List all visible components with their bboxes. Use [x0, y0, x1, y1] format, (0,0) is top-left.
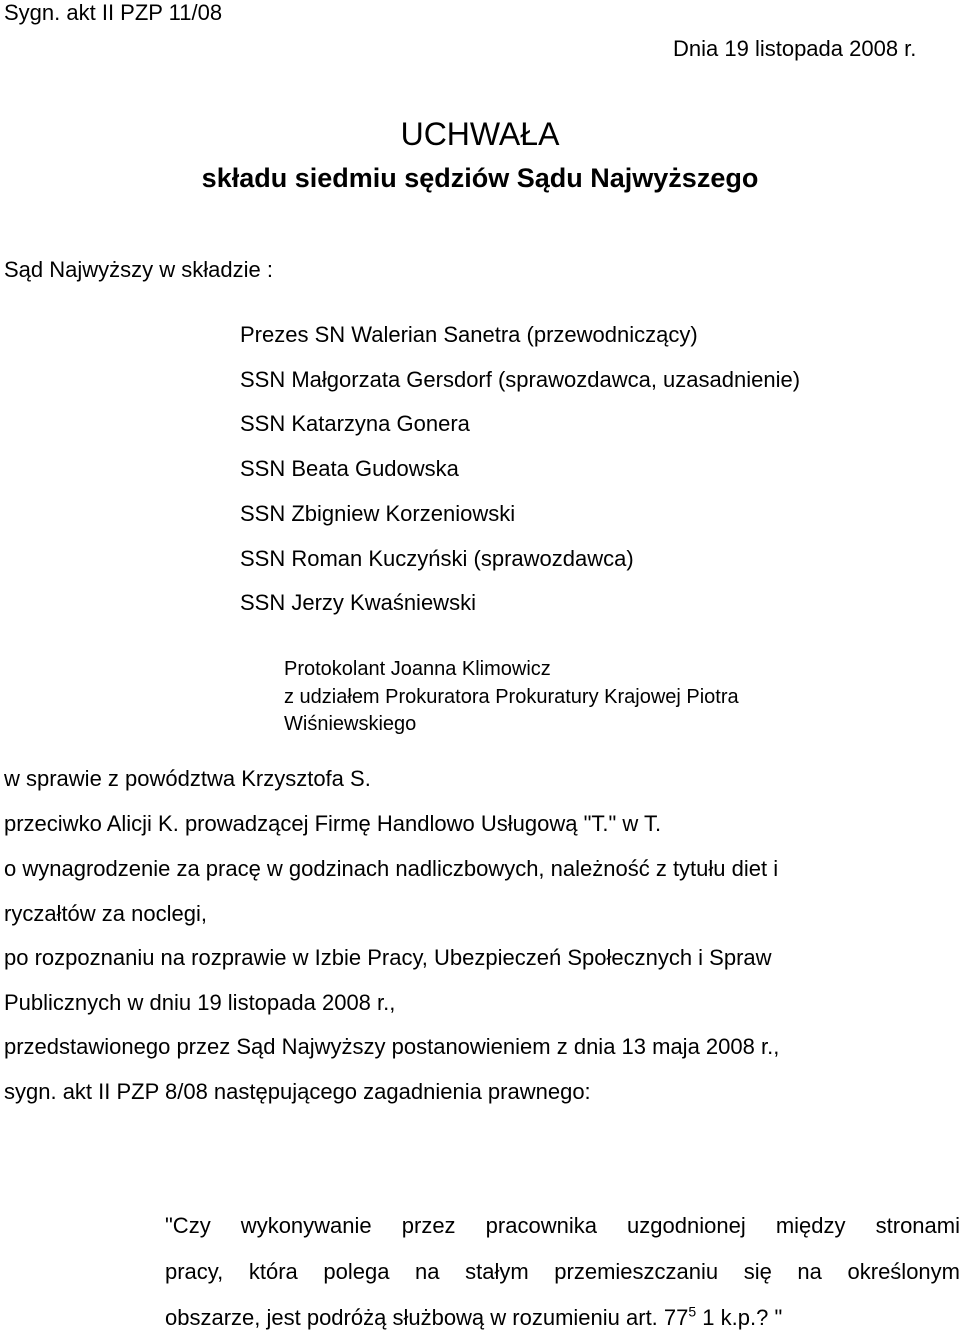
- legal-question: [165, 1212, 960, 1332]
- judges-panel-list: [240, 313, 800, 626]
- judge-entry: Prezes SN Walerian Sanetra (przewodniczący): [240, 322, 698, 347]
- legal-question-text-end: 1 k.p.? ": [696, 1305, 783, 1330]
- court-composition-label: Sąd Najwyższy w składzie :: [4, 257, 273, 282]
- case-line-hearing-cont: Publicznych w dniu 19 listopada 2008 r.,: [4, 990, 396, 1015]
- legal-question-line: pracy, która polega na stałym przemieszczaniu się na określonym: [165, 1259, 960, 1284]
- legal-question-text: obszarze, jest podróżą służbową w rozumieniu art. 77: [165, 1305, 689, 1330]
- judge-entry: SSN Beata Gudowska: [240, 456, 459, 482]
- document-subtitle: składu siedmiu sędziów Sądu Najwyższego: [201, 163, 759, 193]
- case-line-referral: przedstawionego przez Sąd Najwyższy postanowieniem z dnia 13 maja 2008 r.,: [4, 1034, 780, 1059]
- prosecutor-line: z udziałem Prokuratora Prokuratury Krajowej Piotra: [284, 685, 739, 708]
- judge-entry: SSN Jerzy Kwaśniewski: [240, 590, 476, 616]
- case-line-hearing: po rozpoznaniu na rozprawie w Izbie Pracy, Ubezpieczeń Społecznych i Spraw: [4, 945, 772, 970]
- case-line-defendant: przeciwko Alicji K. prowadzącej Firmę Handlowo Usługową "T." w T.: [4, 811, 662, 836]
- clerk-line: Protokolant Joanna Klimowicz: [284, 658, 551, 680]
- case-signature: Sygn. akt II PZP 11/08: [4, 0, 223, 25]
- article-superscript: 5: [688, 1303, 697, 1320]
- prosecutor-line-cont: Wiśniewskiego: [284, 713, 417, 735]
- clerk-block: [284, 656, 739, 739]
- case-line-subject-cont: ryczałtów za noclegi,: [4, 901, 207, 926]
- case-line-plaintiff: w sprawie z powództwa Krzysztofa S.: [4, 766, 371, 791]
- resolution-date: Dnia 19 listopada 2008 r.: [673, 36, 917, 61]
- document-title: UCHWAŁA: [400, 116, 560, 152]
- case-line-subject: o wynagrodzenie za pracę w godzinach nadliczbowych, należność z tytułu diet i: [4, 856, 779, 881]
- legal-question-last-line: [165, 1304, 960, 1332]
- judge-entry: SSN Katarzyna Gonera: [240, 411, 470, 437]
- judge-entry: SSN Zbigniew Korzeniowski: [240, 500, 516, 526]
- judge-entry: SSN Roman Kuczyński (sprawozdawca): [240, 545, 634, 571]
- case-line-referral-cont: sygn. akt II PZP 8/08 następującego zagadnienia prawnego:: [4, 1079, 591, 1104]
- judge-entry: SSN Małgorzata Gersdorf (sprawozdawca, uzasadnienie): [240, 366, 801, 392]
- legal-question-line: "Czy wykonywanie przez pracownika uzgodnionej między stronami: [165, 1213, 960, 1238]
